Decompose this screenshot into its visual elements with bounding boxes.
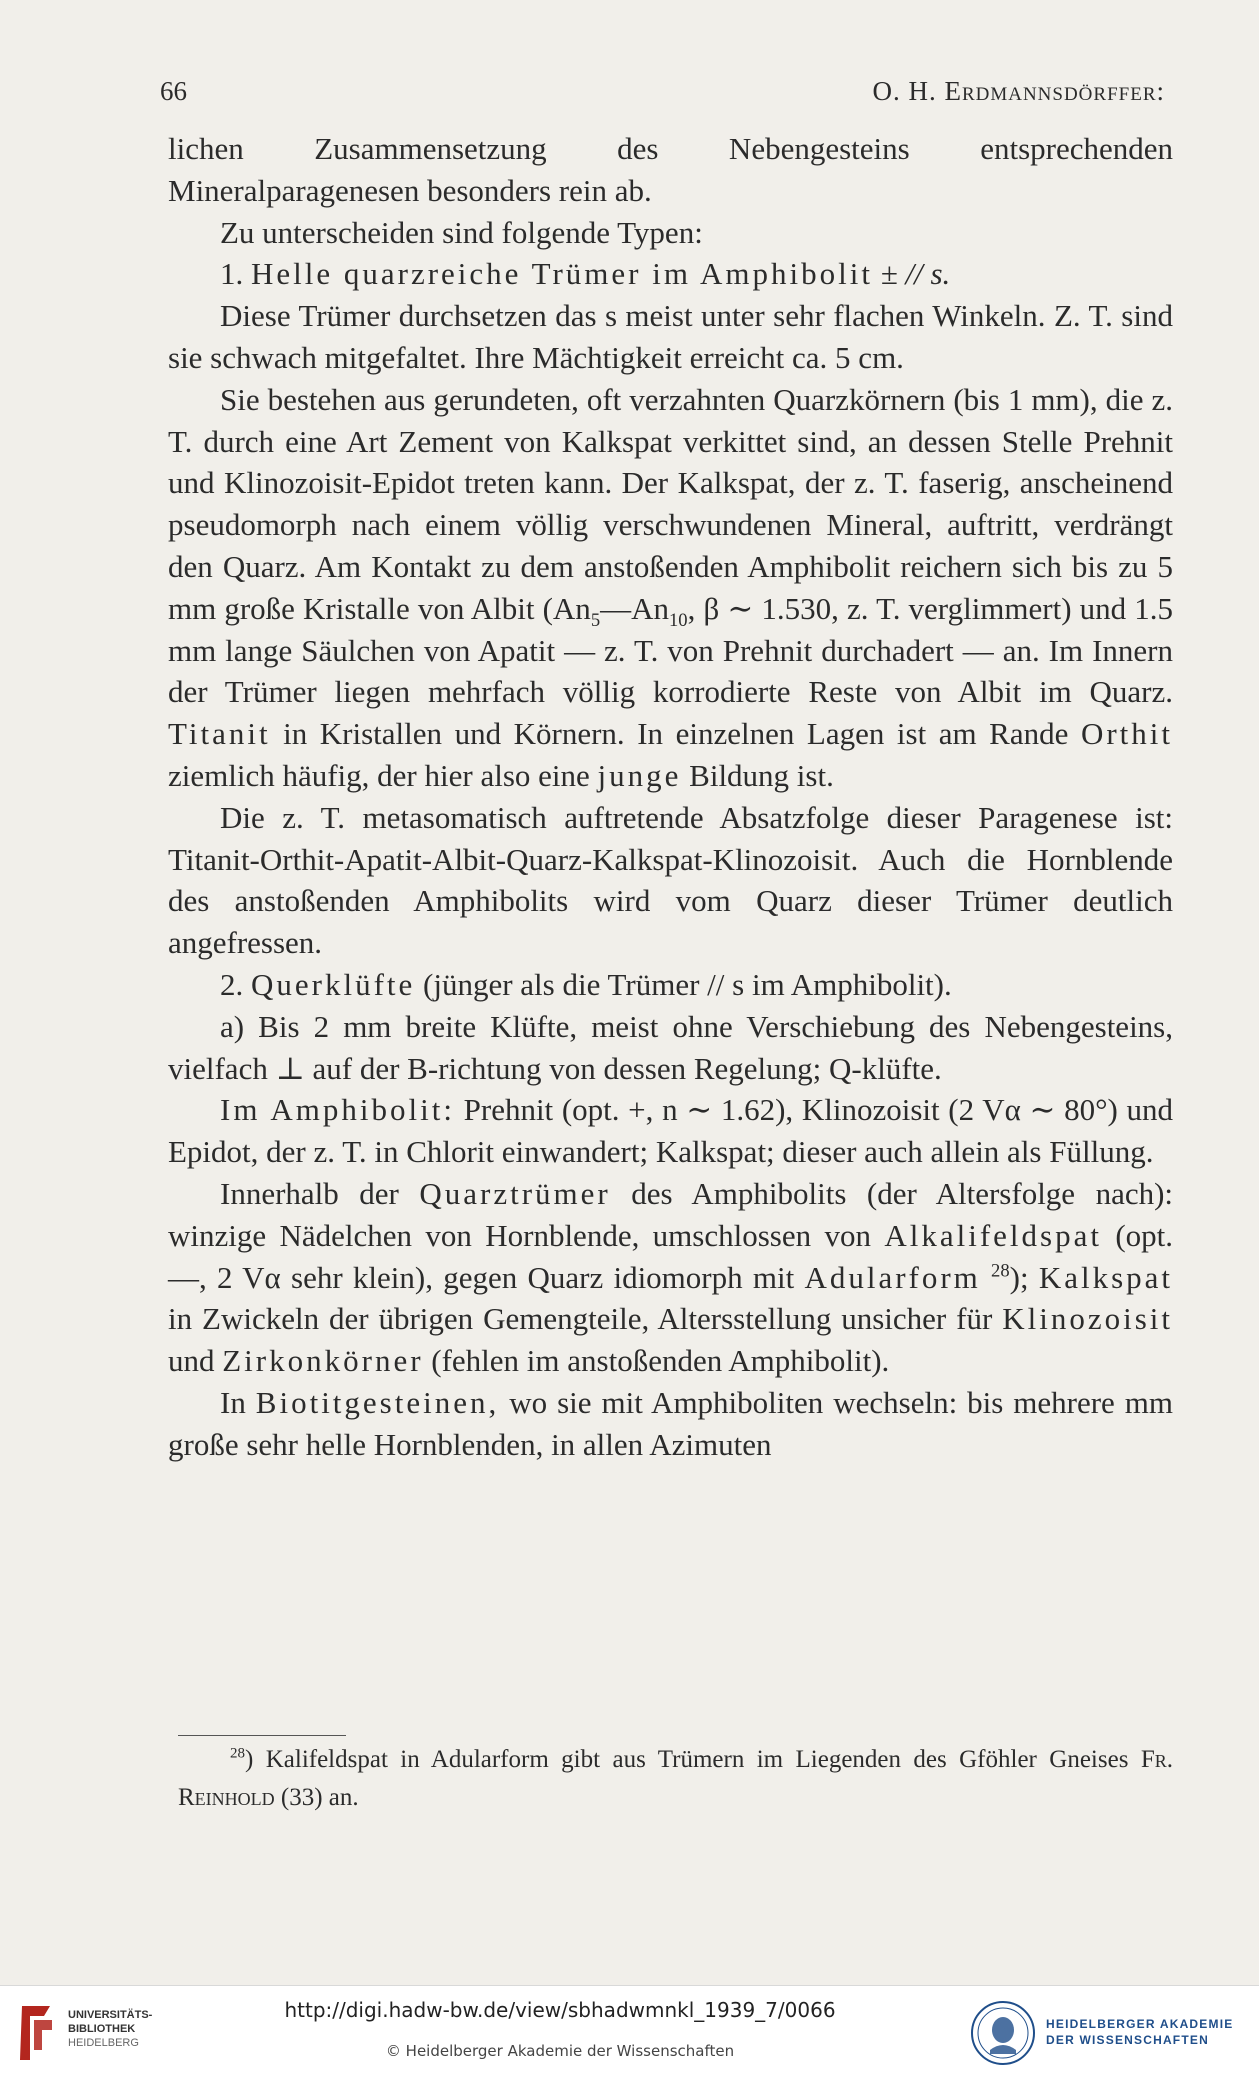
paragraph-1: lichen Zusammensetzung des Nebengesteins entsprechenden Mineralparagenesen besonders rein ab.: [168, 131, 1173, 208]
p10-text-a: Innerhalb der: [220, 1175, 399, 1211]
p5-orthit: Orthit: [1080, 716, 1174, 752]
p5-text-f: Bildung ist.: [689, 757, 834, 793]
footer-bar: [0, 1985, 1259, 2078]
p10-text-b: des Amphibolits (der Altersfolge nach): winzige Nädelchen von Hornblende, umschlossen von: [168, 1175, 1174, 1253]
p5-text-a: Sie bestehen aus gerundeten, oft verzahnten Quarzkörnern (bis 1 mm), die z. T. durch eine Art Zement von Kalkspat verkittet sind, an dessen Stelle Prehnit und Klinozoisit-Epidot treten kann. Der Kalkspat, der z. T. faserig, anscheinend pseudomorph nach einem völlig verschwundenen Mineral, auftritt, verdrängt den Quarz. Am Kontakt zu dem anstoßenden Amphibolit reichern sich bis zu 5 mm große Kristalle von Albit (An: [168, 381, 1173, 626]
running-title: O. H. Erdmannsdörffer:: [872, 76, 1165, 106]
p10-zirkon: Zirkonkörner: [222, 1343, 424, 1379]
spaced-im-amphibolit: Im Amphibolit:: [220, 1092, 455, 1128]
page-number: 66: [160, 76, 187, 106]
p5-junge: junge: [597, 757, 682, 793]
university-library-logo[interactable]: [14, 1998, 164, 2068]
footnote-text-b: (33) an.: [280, 1784, 359, 1811]
spaced-heading-querkluefte: Querklüfte: [251, 966, 416, 1002]
p10-klinozoisit: Klinozoisit: [1002, 1301, 1173, 1337]
paragraph-9: [168, 1089, 1173, 1173]
p5-text-b: —An: [600, 590, 669, 626]
p7-rest: (jünger als die Trümer // s im Amphibolit).: [423, 966, 952, 1002]
page-header: [160, 76, 1165, 116]
p10-text-c: (opt. —, 2 Vα sehr klein), gegen Quarz idiomorph mit: [168, 1217, 1174, 1295]
academy-logo[interactable]: [970, 1996, 1250, 2068]
paragraph-6: Die z. T. metasomatisch auftretende Absatzfolge dieser Paragenese ist: Titanit-Orthit-Apatit-Albit-Quarz-Kalkspat-Klinozoisit. Auch die Hornblende des anstoßenden Amphibolits wird vom Quarz dieser Trümer deutlich angefressen.: [168, 799, 1173, 961]
footnote-ref-28: 28: [991, 1260, 1010, 1282]
paragraph-4: Diese Trümer durchsetzen das s meist unter sehr flachen Winkeln. Z. T. sind sie schwach mitgefaltet. Ihre Mächtigkeit erreicht ca. 5 cm.: [168, 298, 1173, 375]
paragraph-2: Zu unterscheiden sind folgende Typen:: [220, 214, 703, 250]
paragraph-3: [168, 253, 1173, 295]
p5-text-e: ziemlich häufig, der hier also eine: [168, 757, 590, 793]
p10-text-f: und: [168, 1343, 215, 1379]
p5-text-c: , β ∼ 1.530, z. T. verglimmert) und 1.5 mm lange Säulchen von Apatit — z. T. von Prehnit durchadert — an. Im Innern der Trümer liegen mehrfach völlig korrodierte Reste von Albit im Quarz.: [168, 590, 1174, 710]
library-logo-icon: [14, 2002, 58, 2064]
library-logo-text: UNIVERSITÄTS- BIBLIOTHEK HEIDELBERG: [68, 2009, 153, 2049]
footnote-text-a: ) Kalifeldspat in Adularform gibt aus Trümern im Liegenden des Gföhler Gneises: [245, 1746, 1129, 1773]
symbol-parallel-s: ± // s.: [880, 256, 951, 292]
p10-text-d: );: [1009, 1259, 1029, 1295]
p10-text-e: in Zwickeln der übrigen Gemengteile, Altersstellung unsicher für: [168, 1301, 993, 1337]
footnote-marker: 28: [230, 1745, 245, 1762]
p10-text-g: (fehlen im anstoßenden Amphibolit).: [431, 1343, 890, 1379]
p10-alkalifeldspat: Alkalifeldspat: [884, 1217, 1102, 1253]
p11-text-b: wo sie mit Amphiboliten wechseln: bis mehrere mm große sehr helle Hornblenden, in allen Azimuten: [168, 1384, 1174, 1462]
footnote-author: Fr. Reinhold: [178, 1746, 1174, 1811]
paragraph-7: [168, 964, 1173, 1006]
p5-text-d: in Kristallen und Körnern. In einzelnen Lagen ist am Rande: [283, 716, 1069, 752]
body-text: [168, 128, 1173, 1466]
permalink-url[interactable]: http://digi.hadw-bw.de/view/sbhadwmnkl_1939_7/0066: [284, 1998, 836, 2022]
p10-adularform: Adularform: [804, 1259, 981, 1295]
academy-seal-icon: [970, 2000, 1036, 2066]
p10-quarztruemer: Quarztrümer: [419, 1175, 611, 1211]
p5-sub-2: 10: [669, 609, 688, 631]
paragraph-11: [168, 1382, 1173, 1466]
item-number-1: 1.: [220, 256, 244, 292]
p10-kalkspat: Kalkspat: [1038, 1259, 1174, 1295]
paragraph-10: [168, 1173, 1173, 1382]
p11-text-a: In: [220, 1384, 246, 1420]
paragraph-5: [168, 379, 1173, 797]
p11-biotitgesteinen: Biotitgesteinen,: [255, 1384, 500, 1420]
p5-titanit: Titanit: [168, 716, 271, 752]
footnote: [178, 1741, 1173, 1817]
item-number-2: 2.: [220, 966, 244, 1002]
p9-rest: Prehnit (opt. +, n ∼ 1.62), Klinozoisit (2 Vα ∼ 80°) und Epidot, der z. T. in Chlorit einwandert; Kalkspat; dieser auch allein als Füllung.: [168, 1092, 1173, 1170]
paragraph-8: a) Bis 2 mm breite Klüfte, meist ohne Verschiebung des Nebengesteins, vielfach ⊥ auf der B-richtung von dessen Regelung; Q-klüfte.: [168, 1008, 1173, 1086]
footnote-divider: [178, 1735, 346, 1736]
spaced-heading-trumer: Helle quarzreiche Trümer im Amphibolit: [251, 256, 873, 292]
copyright-notice: © Heidelberger Akademie der Wissenschaften: [385, 2042, 735, 2060]
academy-logo-text: HEIDELBERGER AKADEMIE DER WISSENSCHAFTEN: [1046, 2017, 1234, 2047]
p5-sub-1: 5: [590, 609, 601, 631]
